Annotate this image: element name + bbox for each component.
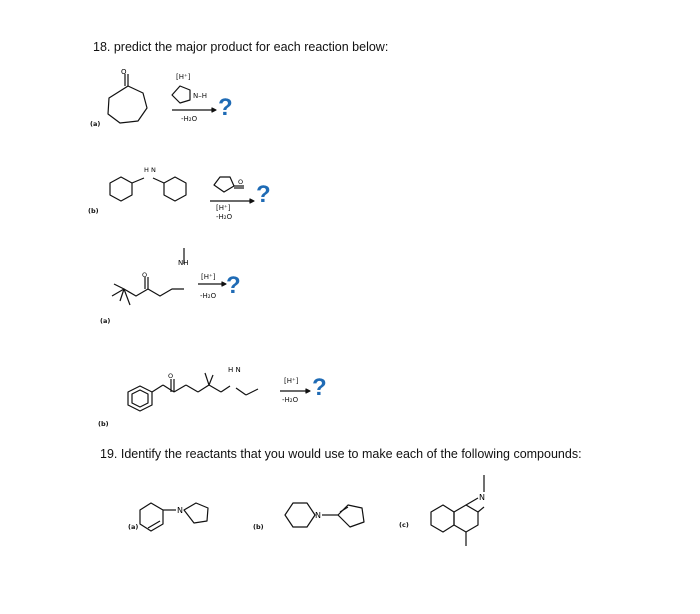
unknown-product-c: ?: [226, 272, 241, 299]
dicyclohexylamine-structure: [110, 177, 186, 201]
n-atom-19a: N: [177, 506, 183, 515]
enamine-a-structure: [140, 503, 208, 531]
ketone-o-b: O: [238, 178, 244, 186]
unknown-product-a: ?: [218, 94, 233, 121]
q19-part-c-label: (c): [399, 521, 409, 529]
q18-heading: 18. predict the major product for each reaction below:: [93, 40, 389, 54]
amine-atom-b: H N: [144, 166, 156, 174]
ketone-o-a: O: [121, 68, 127, 76]
n-atom-19c: N: [479, 493, 485, 502]
reagent-bottom-d: -H₂O: [282, 396, 299, 404]
amine-label-c: NH: [178, 259, 189, 267]
q18-part-d-label: (b): [98, 420, 109, 428]
n-atom-19b: N: [315, 511, 321, 520]
reagent-top-a: [H⁺]: [176, 73, 191, 81]
q19-heading: 19. Identify the reactants that you would use to make each of the following compounds:: [100, 447, 582, 461]
ketone-o-c: O: [142, 271, 148, 279]
reagent-top-b: [H⁺]: [216, 204, 231, 212]
ketone-chain-structure: [112, 277, 184, 305]
reagent-bottom-a: -H₂O: [181, 115, 198, 123]
unknown-product-d: ?: [312, 374, 327, 401]
q18-part-c-label: (a): [100, 317, 111, 325]
unknown-product-b: ?: [256, 181, 271, 208]
amine-label-d: H N: [228, 366, 241, 374]
reagent-top-c: [H⁺]: [201, 273, 216, 281]
q18-part-b-label: (b): [88, 207, 99, 215]
bicyclic-amine-c-structure: [431, 475, 484, 546]
reagent-bottom-c: -H₂O: [200, 292, 217, 300]
q19-part-b-label: (b): [253, 523, 264, 531]
enamine-b-structure: [285, 503, 364, 527]
phenyl-ketone-amine-structure: [128, 373, 258, 411]
ketone-o-d: O: [168, 372, 174, 380]
reagent-top-d: [H⁺]: [284, 377, 299, 385]
pyrrolidine-reagent: [172, 86, 190, 103]
amine-label-a: N–H: [193, 92, 207, 100]
cycloheptanone-structure: [108, 74, 147, 123]
q18-part-a-label: (a): [90, 120, 101, 128]
q19-part-a-label: (a): [128, 523, 139, 531]
reagent-bottom-b: -H₂O: [216, 213, 233, 221]
